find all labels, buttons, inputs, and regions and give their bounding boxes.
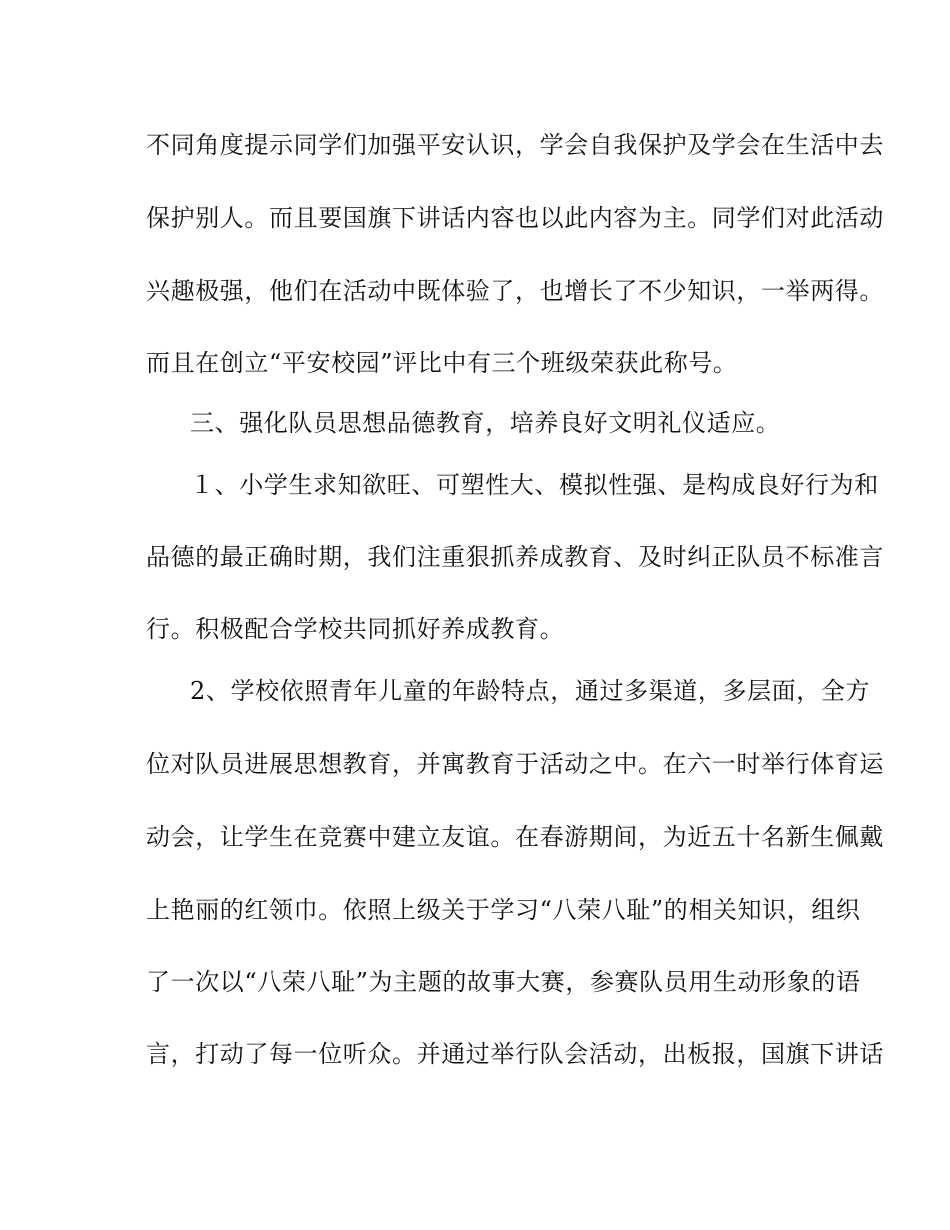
paragraph-line: 保护别人。而且要国旗下讲话内容也以此内容为主。同学们对此活动 (146, 204, 884, 232)
paragraph-line: １、小学生求知欲旺、可塑性大、模拟性强、是构成良好行为和 (190, 471, 879, 499)
paragraph-line: 不同角度提示同学们加强平安认识，学会自我保护及学会在生活中去 (146, 131, 884, 159)
paragraph-line: 品德的最正确时期，我们注重狠抓养成教育、及时纠正队员不标准言 (146, 543, 884, 571)
paragraph-line: 上艳丽的红领巾。依照上级关于学习“八荣八耻”的相关知识，组织 (146, 896, 861, 924)
section-heading: 三、强化队员思想品德教育，培养良好文明礼仪适应。 (190, 409, 781, 437)
paragraph-line: 而且在创立“平安校园”评比中有三个班级荣获此称号。 (146, 349, 738, 377)
paragraph-line: 兴趣极强，他们在活动中既体验了，也增长了不少知识，一举两得。 (146, 277, 884, 305)
paragraph-line: 位对队员进展思想教育，并寓教育于活动之中。在六一时举行体育运 (146, 750, 884, 778)
paragraph-line: 动会，让学生在竞赛中建立友谊。在春游期间，为近五十名新生佩戴 (146, 823, 884, 851)
paragraph-line: 言，打动了每一位听众。并通过举行队会活动，出板报，国旗下讲话 (146, 1040, 884, 1068)
paragraph-line: 2、学校依照青年儿童的年龄特点，通过多渠道，多层面，全方 (190, 677, 871, 705)
paragraph-line: 了一次以“八荣八耻”为主题的故事大赛，参赛队员用生动形象的语 (146, 968, 861, 996)
paragraph-line: 行。积极配合学校共同抓好养成教育。 (146, 615, 565, 643)
